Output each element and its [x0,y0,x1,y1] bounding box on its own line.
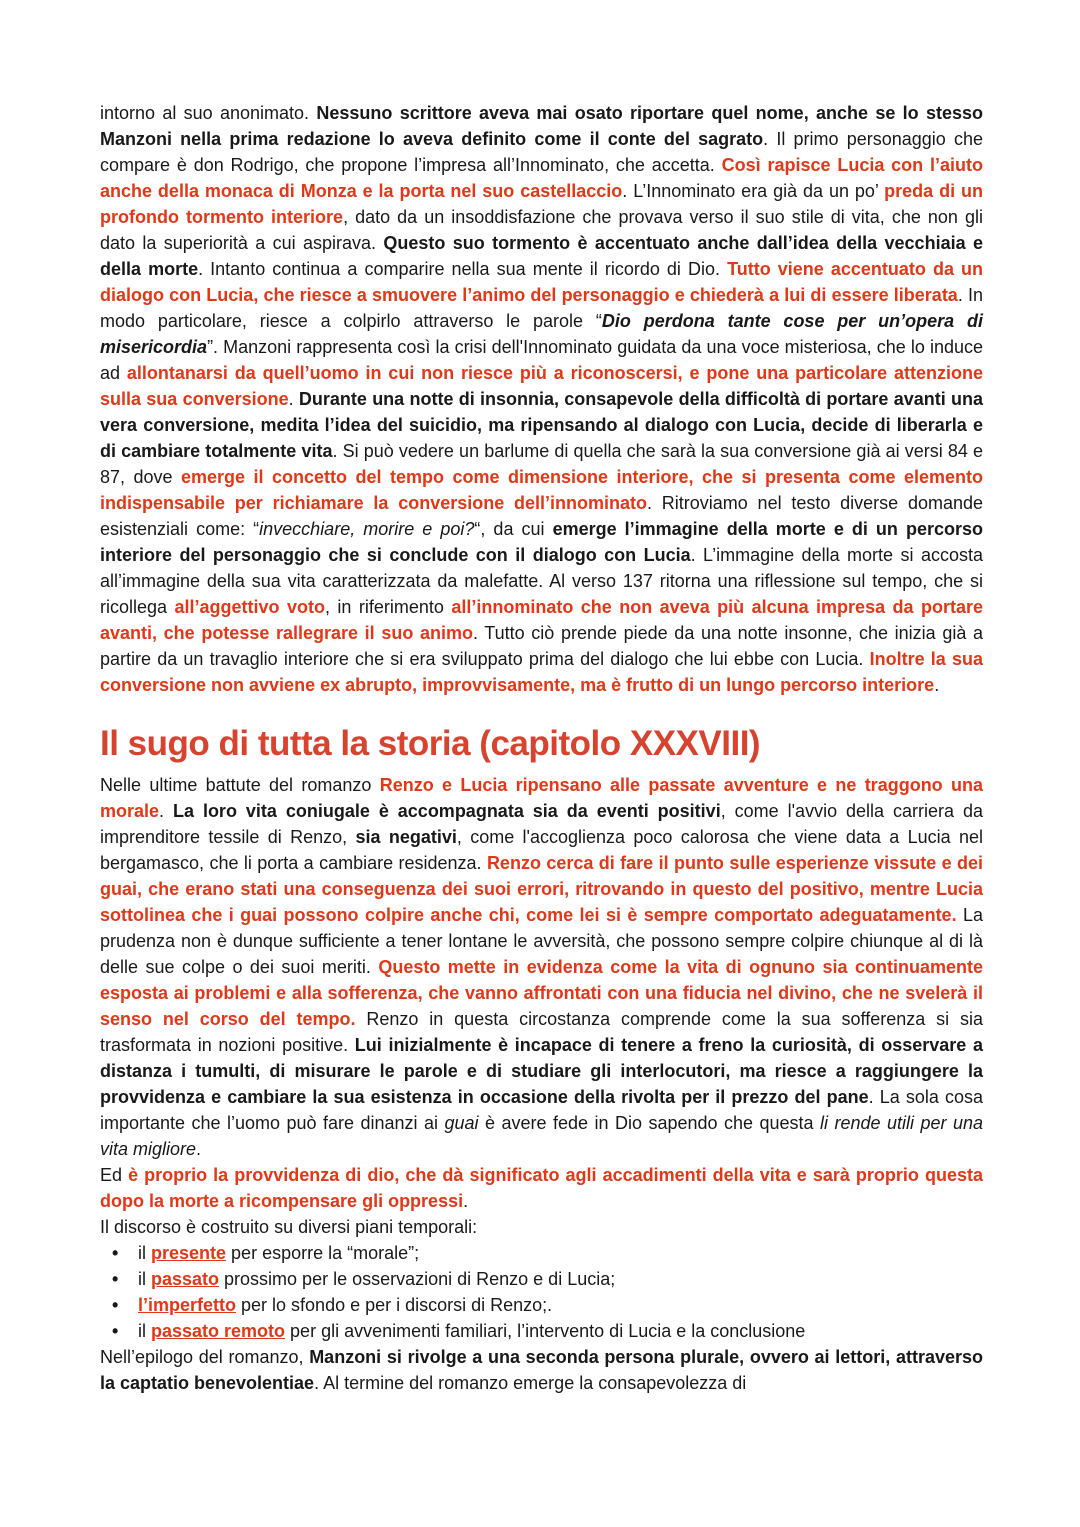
text-run: guai [444,1113,479,1133]
text-run: passato [151,1269,220,1289]
text-run: emerge il concetto del tempo come dimensione interiore, che si presenta come elemento indispensabile per richiamare la conversione dell’innominato [100,467,983,513]
bullet-item [100,1240,983,1266]
text-run: il [138,1269,151,1289]
text-run: Il discorso è costruito su diversi piani temporali: [100,1217,478,1237]
temporal-planes-bullet-list [100,1240,983,1344]
text-run: Nelle ultime battute del romanzo [100,775,380,795]
text-run: li rende utili per una vita migliore [100,1113,983,1159]
text-run: all’innominato che non aveva più alcuna impresa da portare avanti, che potesse rallegrare il suo animo [100,597,983,643]
text-run: preda di un profondo tormento interiore [100,181,983,227]
text-run: per esporre la “morale”; [226,1243,420,1263]
text-run: “, da cui [474,519,553,539]
text-run: Nell’epilogo del romanzo, [100,1347,310,1367]
text-run: . Al termine del romanzo emerge la consapevolezza di [314,1373,747,1393]
text-run: . Ritroviamo nel testo diverse domande esistenziali come: “ [100,493,983,539]
bullet-item [100,1266,983,1292]
text-run: passato remoto [151,1321,286,1341]
bullet-item [100,1318,983,1344]
text-run: . Tutto ciò prende piede da una notte insonne, che inizia già a partire da un travaglio interiore che si era sviluppato prima del dialogo che lui ebbe con Lucia. [100,623,984,669]
text-run: Manzoni si rivolge a una seconda persona plurale, ovvero ai lettori, attraverso la captatio benevolentiae [100,1347,983,1393]
text-run: . Si può vedere un barlume di quella che sarà la sua conversione già ai versi 84 e 87, dove [100,441,984,487]
text-run: . L’Innominato era già da un po’ [622,181,885,201]
text-run: Questo mette in evidenza come la vita di ognuno sia continuamente esposta ai problemi e alla sofferenza, che vanno affrontati con una fiducia nel divino, che ne svelerà il senso nel corso del tempo. [100,957,983,1029]
text-run: . [463,1191,469,1211]
paragraph-provvidenza [100,1162,983,1214]
text-run: , come l'accoglienza poco calorosa che viene data a Lucia nel bergamasco, che li porta a cambiare residenza. [100,827,983,873]
text-run: all’aggettivo voto [174,597,325,617]
text-run: Questo suo tormento è accentuato anche dall’idea della vecchiaia e della morte [100,233,983,279]
paragraph-innominato [100,100,983,698]
text-run: Dio perdona tante cose per un’opera di misericordia [100,311,983,357]
text-run: allontanarsi da quell’uomo in cui non riesce più a riconoscersi, e pone una particolare attenzione sulla sua conversione [100,363,983,409]
text-run: , dato da un insoddisfazione che provava verso il suo stile di vita, che non gli dato la superiorità a cui aspirava. [100,207,983,253]
text-run: Nessuno scrittore aveva mai osato riportare quel nome, anche se lo stesso Manzoni nella prima redazione lo aveva definito come il conte del sagrato [100,103,983,149]
text-run: Così rapisce Lucia con l’aiuto anche della monaca di Monza e la porta nel suo castellaccio [100,155,983,201]
text-run: per lo sfondo e per i discorsi di Renzo;. [236,1295,553,1315]
text-run: , come l'avvio della carriera da imprenditore tessile di Renzo, [100,801,983,847]
text-run: Tutto viene accentuato da un dialogo con Lucia, che riesce a smuovere l’animo del personaggio e chiederà a lui di essere liberata [100,259,984,305]
text-run: . Intanto continua a comparire nella sua mente il ricordo di Dio. [198,259,728,279]
text-run: . [288,389,299,409]
text-run: Inoltre la sua conversione non avviene ex abrupto, improvvisamente, ma è frutto di un lungo percorso interiore [100,649,983,695]
text-run: Renzo in questa circostanza comprende come la sua sofferenza si sia trasformata in nozioni positive. [100,1009,984,1055]
text-run: . [196,1139,202,1159]
text-run: . [159,801,173,821]
text-run: è proprio la provvidenza di dio, che dà significato agli accadimenti della vita e sarà proprio questa dopo la morte a ricompensare gli oppressi [100,1165,983,1211]
text-run: Ed [100,1165,129,1185]
text-run: l’imperfetto [138,1295,237,1315]
text-run: il [138,1321,151,1341]
text-run: ”. Manzoni rappresenta così la crisi dell'Innominato guidata da una voce misteriosa, che lo induce ad [100,337,983,383]
text-run: . La sola cosa importante che l’uomo può fare dinanzi ai [100,1087,983,1133]
text-run: prossimo per le osservazioni di Renzo e di Lucia; [219,1269,616,1289]
text-run: intorno al suo anonimato. [100,103,317,123]
text-run: . L’immagine della morte si accosta all’immagine della sua vita caratterizzata da malefatte. Al verso 137 ritorna una riflessione sul tempo, che si ricollega [100,545,983,617]
text-run: Durante una notte di insonnia, consapevole della difficoltà di portare avanti una vera conversione, medita l’idea del suicidio, ma ripensando al dialogo con Lucia, decide di liberarla e di cambiare totalmente vita [100,389,983,461]
paragraph-epilogo [100,1344,983,1396]
text-run: Lui inizialmente è incapace di tenere a freno la curiosità, di osservare a distanza i tumulti, di misurare le parole e di studiare gli interlocutori, ma riesce a raggiungere la provvidenza e cambiare la sua esistenza in occasione della rivolta per il prezzo del pane [100,1035,983,1107]
text-run: La prudenza non è dunque sufficiente a tener lontane le avversità, che possono sempre colpire chiunque al di là delle sue colpe o dei suoi meriti. [100,905,983,977]
text-run: invecchiare, morire e poi? [259,519,475,539]
paragraph-sugo-della-storia [100,772,983,1162]
text-run: . [934,675,940,695]
paragraph-piani-temporali-intro [100,1214,983,1240]
text-run: per gli avvenimenti familiari, l’intervento di Lucia e la conclusione [285,1321,806,1341]
text-run: emerge l’immagine della morte e di un percorso interiore del personaggio che si conclude con il dialogo con Lucia [100,519,983,565]
section-heading: Il sugo di tutta la storia (capitolo XXXVIII) [100,724,761,763]
text-run: . Il primo personaggio che compare è don Rodrigo, che propone l’impresa all’Innominato, che accetta. [100,129,983,175]
text-run: Renzo e Lucia ripensano alle passate avventure e ne traggono una morale [100,775,983,821]
text-run: Renzo cerca di fare il punto sulle esperienze vissute e dei guai, che erano stati una conseguenza dei suoi errori, ritrovando in questo del positivo, mentre Lucia sottolinea che i guai possono colpire anche chi, come lei si è sempre comportato adeguatamente. [100,853,984,925]
text-run: . In modo particolare, riesce a colpirlo attraverso le parole “ [100,285,983,331]
text-run: è avere fede in Dio sapendo che questa [478,1113,820,1133]
bullet-item [100,1292,983,1318]
text-run: il [138,1243,151,1263]
text-run: , in riferimento [324,597,452,617]
text-run: sia negativi [355,827,457,847]
text-run: La loro vita coniugale è accompagnata sia da eventi positivi [172,801,721,821]
text-run: presente [151,1243,227,1263]
